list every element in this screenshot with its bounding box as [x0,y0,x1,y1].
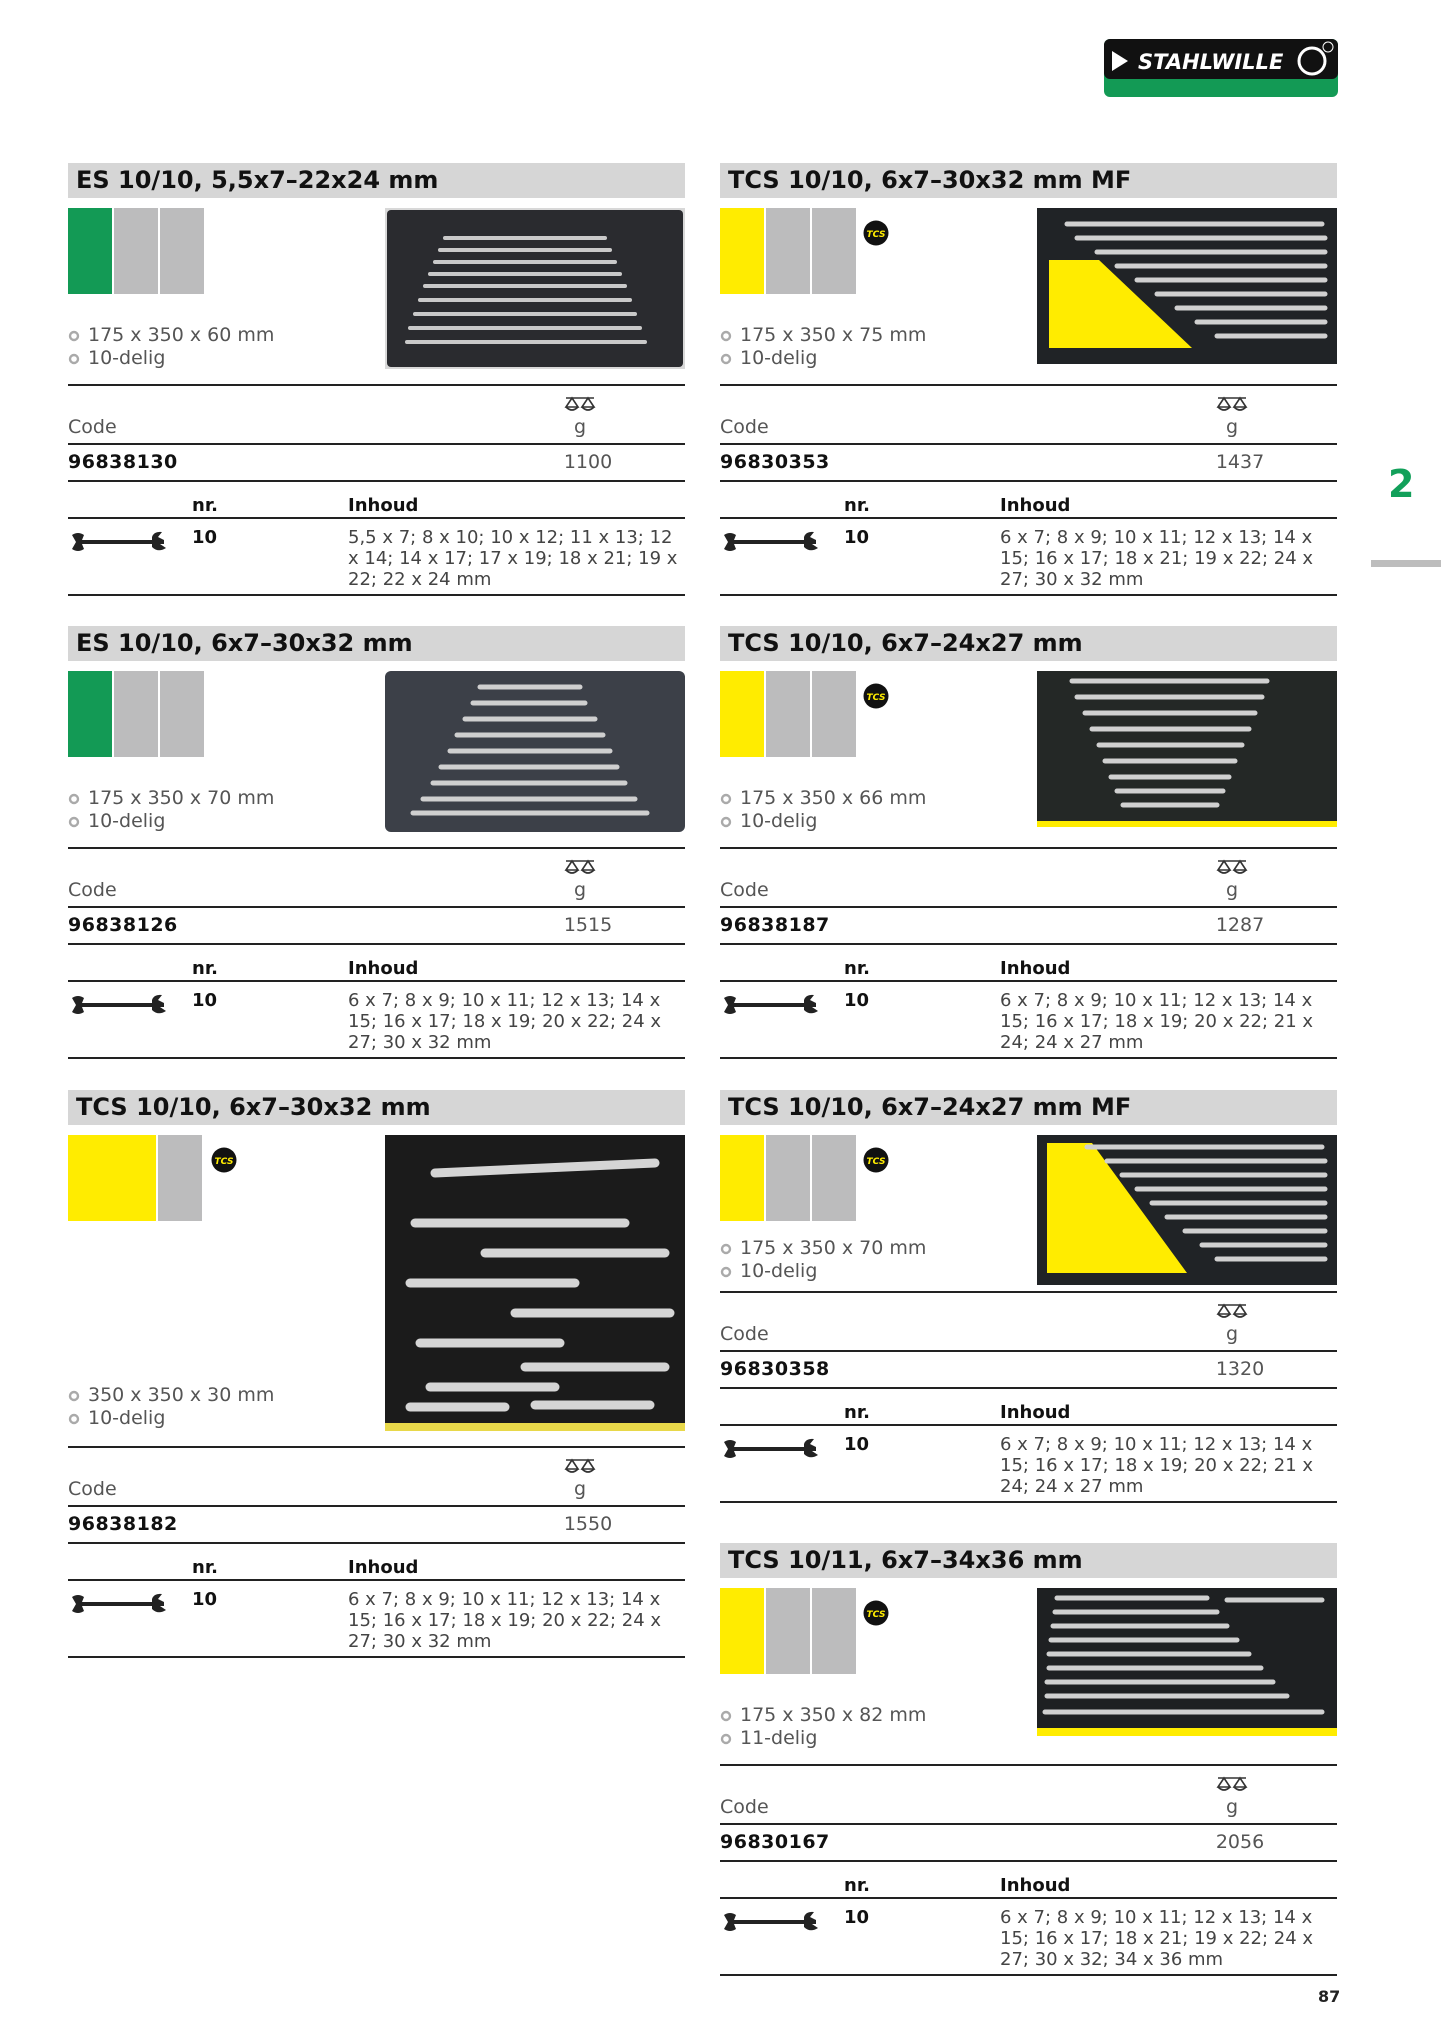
dimensions: 175 x 350 x 70 mm [740,1237,927,1259]
code-row [720,1350,1337,1389]
code-label: Code [720,1323,769,1345]
dimensions: 350 x 350 x 30 mm [88,1384,275,1406]
nr-label: nr. [844,958,870,979]
contents-header [720,958,1337,980]
contents-header [68,1557,685,1579]
contents-list: 6 x 7; 8 x 9; 10 x 11; 12 x 13; 14 x 15; 16 x 17; 18 x 19; 20 x 22; 21 x 24; 24 x 27 mm [1000,990,1314,1053]
code-row [68,906,685,945]
stahlwille-logo [1104,39,1338,97]
product-card [68,163,685,596]
code-row [720,906,1337,945]
code-label: Code [68,416,117,438]
tcs-badge [863,683,889,709]
product-photo [385,208,685,369]
nr-label: nr. [192,958,218,979]
code-header [68,1446,685,1505]
code-header [68,847,685,906]
specs [720,1237,926,1283]
piece-count: 10-delig [88,347,166,369]
code-label: Code [720,1796,769,1818]
article-code: 96838130 [68,451,178,473]
contents-row [720,1897,1337,1976]
dimensions: 175 x 350 x 66 mm [740,787,927,809]
dimensions: 175 x 350 x 75 mm [740,324,927,346]
contents-row [68,517,685,596]
inhoud-label: Inhoud [348,1557,419,1578]
wrench-icon [720,529,820,555]
inhoud-label: Inhoud [1000,1875,1071,1896]
chapter-number: 2 [1388,462,1415,506]
unit-label: g [1226,1796,1239,1818]
product-photo [385,1135,685,1431]
code-row [720,443,1337,482]
piece-count: 10-delig [740,810,818,832]
unit-label: g [1226,1323,1239,1345]
contents-header [68,958,685,980]
product-title: TCS 10/10, 6x7–30x32 mm [68,1090,685,1125]
piece-count: 10-delig [88,1407,166,1429]
product-title: TCS 10/11, 6x7–34x36 mm [720,1543,1337,1578]
specs [68,787,274,833]
product-card [720,626,1337,1059]
nr-label: nr. [844,1875,870,1896]
scale-icon [1216,857,1248,877]
contents-list: 6 x 7; 8 x 9; 10 x 11; 12 x 13; 14 x 15; 16 x 17; 18 x 21; 19 x 22; 24 x 27; 30 x 32 mm [1000,527,1314,590]
specs [720,1704,926,1750]
color-swatches [68,671,204,757]
code-header [720,1291,1337,1350]
quantity: 10 [192,527,218,548]
code-label: Code [68,879,117,901]
article-code: 96830358 [720,1358,830,1380]
wrench-icon [68,1591,168,1617]
contents-row [68,1579,685,1658]
product-card [720,1090,1337,1503]
product-photo [1037,671,1337,827]
product-card [720,1543,1337,1976]
product-photo [385,671,685,832]
inhoud-label: Inhoud [348,958,419,979]
product-photo [1037,1135,1337,1285]
weight: 1100 [563,451,613,473]
chapter-bar [1371,560,1441,567]
code-header [68,384,685,443]
quantity: 10 [844,527,870,548]
inhoud-label: Inhoud [1000,958,1071,979]
nr-label: nr. [192,495,218,516]
tcs-badge [863,1600,889,1626]
scale-icon [564,857,596,877]
code-row [68,1505,685,1544]
nr-label: nr. [844,1402,870,1423]
code-row [720,1823,1337,1862]
contents-list: 6 x 7; 8 x 9; 10 x 11; 12 x 13; 14 x 15; 16 x 17; 18 x 19; 20 x 22; 24 x 27; 30 x 32 mm [348,1589,662,1652]
specs [68,324,274,370]
code-row [68,443,685,482]
contents-row [720,980,1337,1059]
scale-icon [564,394,596,414]
wrench-icon [720,1436,820,1462]
code-header [720,1764,1337,1823]
contents-list: 6 x 7; 8 x 9; 10 x 11; 12 x 13; 14 x 15; 16 x 17; 18 x 19; 20 x 22; 21 x 24; 24 x 27 mm [1000,1434,1314,1497]
product-card [68,1090,685,1658]
contents-row [720,1424,1337,1503]
product-title: ES 10/10, 6x7–30x32 mm [68,626,685,661]
dimensions: 175 x 350 x 70 mm [88,787,275,809]
specs [68,1384,274,1430]
unit-label: g [1226,879,1239,901]
unit-label: g [1226,416,1239,438]
inhoud-label: Inhoud [1000,495,1071,516]
inhoud-label: Inhoud [1000,1402,1071,1423]
quantity: 10 [192,1589,218,1610]
article-code: 96838126 [68,914,178,936]
article-code: 96838187 [720,914,830,936]
code-header [720,847,1337,906]
product-card [68,626,685,1059]
quantity: 10 [192,990,218,1011]
inhoud-label: Inhoud [348,495,419,516]
tcs-badge [863,220,889,246]
contents-list: 6 x 7; 8 x 9; 10 x 11; 12 x 13; 14 x 15; 16 x 17; 18 x 21; 19 x 22; 24 x 27; 30 x 32; 34 x 36 mm [1000,1907,1314,1970]
weight: 1320 [1215,1358,1265,1380]
contents-row [68,980,685,1059]
quantity: 10 [844,1434,870,1455]
scale-icon [1216,394,1248,414]
product-title: TCS 10/10, 6x7–24x27 mm MF [720,1090,1337,1125]
page-number: 87 [1318,1987,1341,2006]
nr-label: nr. [192,1557,218,1578]
wrench-icon [720,1909,820,1935]
product-card [720,163,1337,596]
piece-count: 11-delig [740,1727,818,1749]
contents-header [68,495,685,517]
unit-label: g [574,879,587,901]
wrench-icon [720,992,820,1018]
weight: 1515 [563,914,613,936]
product-photo [1037,1588,1337,1736]
weight: 1550 [563,1513,613,1535]
unit-label: g [574,1478,587,1500]
product-title: TCS 10/10, 6x7–30x32 mm MF [720,163,1337,198]
code-label: Code [720,879,769,901]
unit-label: g [574,416,587,438]
code-header [720,384,1337,443]
article-code: 96830167 [720,1831,830,1853]
dimensions: 175 x 350 x 60 mm [88,324,275,346]
scale-icon [1216,1301,1248,1321]
contents-list: 6 x 7; 8 x 9; 10 x 11; 12 x 13; 14 x 15; 16 x 17; 18 x 19; 20 x 22; 24 x 27; 30 x 32 mm [348,990,662,1053]
color-swatches [68,208,204,294]
wrench-icon [68,992,168,1018]
contents-row [720,517,1337,596]
contents-header [720,495,1337,517]
scale-icon [1216,1774,1248,1794]
code-label: Code [720,416,769,438]
product-title: TCS 10/10, 6x7–24x27 mm [720,626,1337,661]
article-code: 96830353 [720,451,830,473]
color-swatches [720,1135,856,1221]
product-photo [1037,208,1337,364]
product-title: ES 10/10, 5,5x7–22x24 mm [68,163,685,198]
contents-header [720,1875,1337,1897]
piece-count: 10-delig [740,347,818,369]
article-code: 96838182 [68,1513,178,1535]
color-swatches [720,671,856,757]
specs [720,324,926,370]
quantity: 10 [844,1907,870,1928]
contents-list: 5,5 x 7; 8 x 10; 10 x 12; 11 x 13; 12 x 14; 14 x 17; 17 x 19; 18 x 21; 19 x 22; 22 x 24 mm [348,527,678,590]
weight: 1437 [1215,451,1265,473]
color-swatches [720,1588,856,1674]
code-label: Code [68,1478,117,1500]
nr-label: nr. [844,495,870,516]
contents-header [720,1402,1337,1424]
color-swatches [68,1135,202,1221]
quantity: 10 [844,990,870,1011]
brand-name: STAHLWILLE [1138,50,1284,74]
weight: 2056 [1215,1831,1265,1853]
piece-count: 10-delig [740,1260,818,1282]
wrench-icon [68,529,168,555]
dimensions: 175 x 350 x 82 mm [740,1704,927,1726]
tcs-badge [211,1147,237,1173]
weight: 1287 [1215,914,1265,936]
piece-count: 10-delig [88,810,166,832]
tcs-badge [863,1147,889,1173]
color-swatches [720,208,856,294]
specs [720,787,926,833]
scale-icon [564,1456,596,1476]
